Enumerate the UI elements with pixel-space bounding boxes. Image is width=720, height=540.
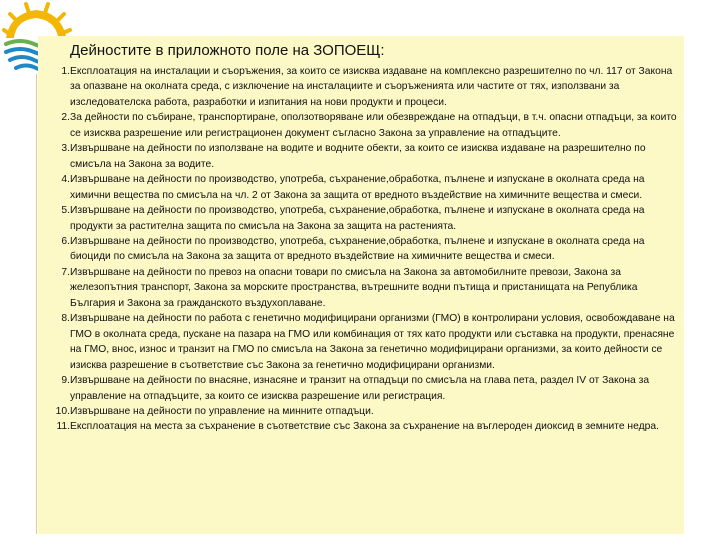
list-item xyxy=(38,311,680,373)
list-item xyxy=(38,234,680,265)
item-text: Извършване на дейности по превоз на опасни товари по смисъла на Закона за автомобилните превози, Закона за железопътния транспорт, Закона за морските пространства, вътрешните водни пътища и пристанищата на Република България и Закона за гражданското въздухоплаване. xyxy=(70,266,638,309)
item-number: 6. xyxy=(61,235,70,247)
item-text: Извършване на дейности по внасяне, изнасяне и транзит на отпадъци по смисъла на глава пета, раздел IV от Закона за управление на отпадъците, за които се изисква разрешение или регистрация. xyxy=(70,375,650,402)
list-item xyxy=(38,265,680,311)
item-text: Експлоатация на инсталации и съоръжения, за които се изисква издаване на комплексно разрешително по чл. 117 от Закона за опазване на околната среда, с изключение на инсталациите и съоръженията или частите от тях, използвани за изследователска работа, разработки и изпитания на нови продукти и процеси. xyxy=(70,66,673,108)
list-item xyxy=(38,64,680,110)
list-item xyxy=(38,419,680,434)
list-item xyxy=(38,203,680,234)
item-text: За дейности по събиране, транспортиране, оползотворяване или обезвреждане на отпадъци, в т.ч. опасни отпадъци, за които се изисква разрешение или регистрационен документ съгласно Закона за управление на отпадъците. xyxy=(70,112,677,139)
list-item xyxy=(38,404,680,419)
item-number: 11. xyxy=(56,421,70,433)
item-text: Извършване на дейности по работа с генетично модифицирани организми (ГМО) в контролирани условия, освобождаване на ГМО в околната среда, пускане на пазара на ГМО или комбинация от тях като продукти или съставка на продукти, пренасяне на ГМО, внос, износ и транзит на ГМО по смисъла на Закона за генетично модифицирани организми, за които дейности се изисква разрешение в съответствие със Закона за генетично модифицирани организми. xyxy=(70,313,675,371)
left-divider xyxy=(36,74,37,534)
list-item xyxy=(38,141,680,172)
item-text: Извършване на дейности по производство, употреба, съхранение,обработка, пълнене и изпускане в околната среда на продукти за растителна защита по смисъла на Закона за защита на растенията. xyxy=(70,205,645,232)
item-text: Експлоатация на места за съхранение в съответствие със Закона за съхранение на въглероден диоксид в земните недра. xyxy=(70,421,659,433)
item-number: 4. xyxy=(61,174,70,186)
item-number: 1. xyxy=(61,66,70,77)
item-number: 3. xyxy=(61,143,70,155)
item-text: Извършване на дейности по производство, употреба, съхранение,обработка, пълнене и изпускане в околната среда на биоциди по смисъла на Закона за защита от вредното въздействие на химичните вещества и смеси. xyxy=(70,235,645,263)
item-number: 2. xyxy=(61,112,70,124)
item-number: 10. xyxy=(55,405,70,417)
sun-rays xyxy=(4,4,70,38)
item-text: Извършване на дейности по използване на водите и водните обекти, за които се изисква издаване на разрешително по смисъла на Закона за водите. xyxy=(70,143,646,170)
item-number: 7. xyxy=(61,266,70,278)
activity-list xyxy=(38,64,680,435)
list-item xyxy=(38,110,680,141)
list-item xyxy=(38,373,680,404)
item-number: 9. xyxy=(61,375,70,387)
item-text: Извършване на дейности по производство, употреба, съхранение,обработка, пълнене и изпускане в околната среда на химични вещества по смисъла на чл. 2 от Закона за защита от вредното въздействие на химичните вещества и смеси. xyxy=(70,174,645,201)
list-item xyxy=(38,172,680,203)
item-number: 8. xyxy=(61,313,70,325)
item-number: 5. xyxy=(61,205,70,217)
slide-title: Дейностите в приложното поле на ЗОПОЕЩ: xyxy=(70,42,385,59)
item-text: Извършване на дейности по управление на минните отпадъци. xyxy=(70,405,374,417)
